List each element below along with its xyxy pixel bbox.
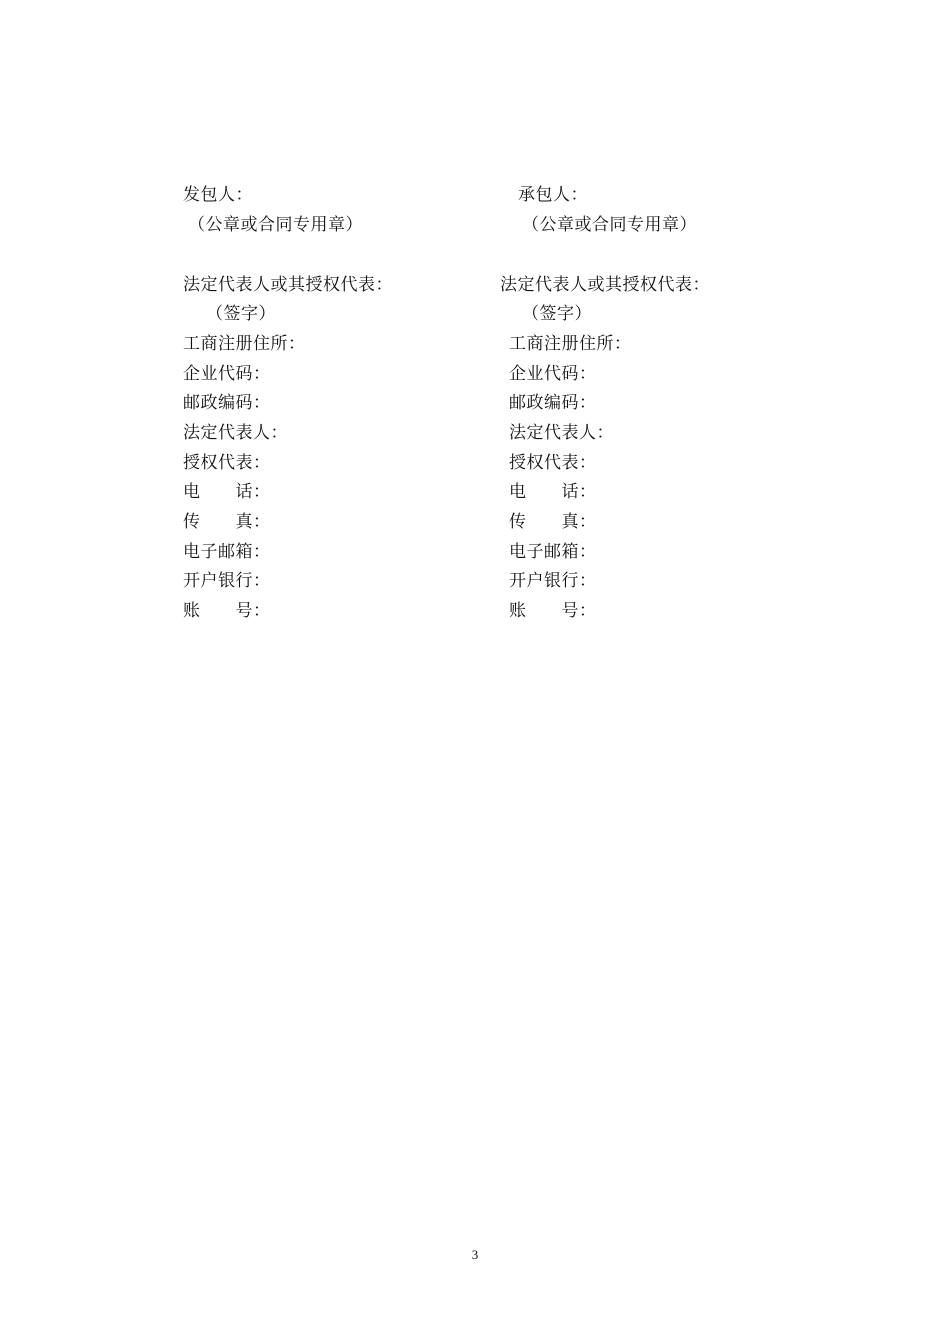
employer-legal-rep-label: 法定代表人： bbox=[183, 423, 288, 443]
employer-phone-label: 电 话： bbox=[183, 482, 271, 502]
contractor-email-label: 电子邮箱： bbox=[509, 542, 597, 562]
employer-sign-note: （签字） bbox=[206, 304, 276, 324]
contractor-account-label: 账 号： bbox=[509, 601, 597, 621]
contractor-rep-label: 法定代表人或其授权代表： bbox=[500, 275, 710, 295]
employer-authorized-rep-label: 授权代表： bbox=[183, 453, 271, 473]
contractor-phone-label: 电 话： bbox=[509, 482, 597, 502]
contractor-postal-code-label: 邮政编码： bbox=[509, 393, 597, 413]
employer-company-code-label: 企业代码： bbox=[183, 364, 271, 384]
contractor-authorized-rep-label: 授权代表： bbox=[509, 453, 597, 473]
contractor-legal-rep-label: 法定代表人： bbox=[509, 423, 614, 443]
employer-account-label: 账 号： bbox=[183, 601, 271, 621]
contractor-sign-note: （签字） bbox=[522, 304, 592, 324]
contractor-company-code-label: 企业代码： bbox=[509, 364, 597, 384]
employer-address-label: 工商注册住所： bbox=[183, 334, 306, 354]
employer-party-label: 发包人： bbox=[183, 185, 253, 205]
contractor-seal-note: （公章或合同专用章） bbox=[522, 215, 697, 235]
employer-email-label: 电子邮箱： bbox=[183, 542, 271, 562]
contractor-fax-label: 传 真： bbox=[509, 512, 597, 532]
employer-postal-code-label: 邮政编码： bbox=[183, 393, 271, 413]
contractor-bank-label: 开户银行： bbox=[509, 571, 597, 591]
employer-bank-label: 开户银行： bbox=[183, 571, 271, 591]
page-number: 3 bbox=[471, 1247, 479, 1262]
employer-rep-label: 法定代表人或其授权代表： bbox=[183, 275, 393, 295]
contractor-party-label: 承包人： bbox=[518, 185, 588, 205]
employer-fax-label: 传 真： bbox=[183, 512, 271, 532]
contractor-address-label: 工商注册住所： bbox=[509, 334, 632, 354]
employer-seal-note: （公章或合同专用章） bbox=[188, 215, 363, 235]
